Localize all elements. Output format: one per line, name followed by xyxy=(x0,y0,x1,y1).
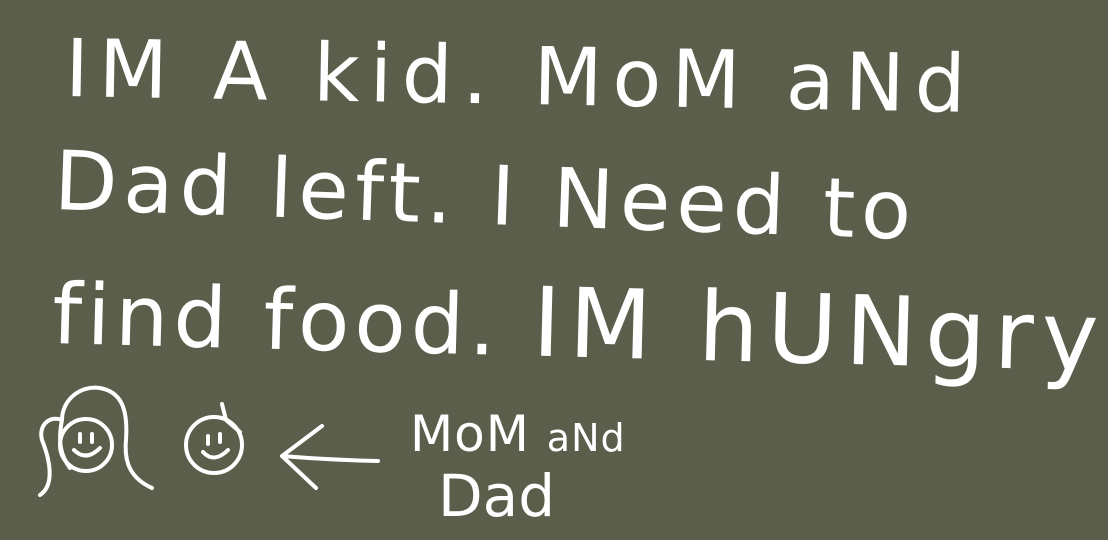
left-arrow-icon xyxy=(282,426,378,488)
hair-tuft xyxy=(222,404,240,432)
note-line-3-start: find food. xyxy=(51,264,503,375)
kid-with-long-hair-face-icon xyxy=(40,388,152,495)
dad-label: Dad xyxy=(438,462,556,530)
note-line-2: Dad left. I Need to xyxy=(52,134,919,260)
smile xyxy=(203,450,228,458)
note-line-3-end: IM hUNgry xyxy=(531,266,1108,394)
note-line-3 xyxy=(51,254,1108,394)
long-hair xyxy=(40,388,152,495)
smile xyxy=(74,448,100,456)
kid-face-icon xyxy=(186,404,242,473)
face-outline xyxy=(186,417,242,473)
note-line-1: IM A kid. MoM aNd xyxy=(64,22,977,131)
arrow-head xyxy=(282,426,322,488)
mom-label: MoM xyxy=(410,405,530,463)
face-outline xyxy=(60,419,112,471)
arrow-shaft xyxy=(282,456,378,461)
mom-and-label xyxy=(410,405,626,463)
and-label: aNd xyxy=(546,416,626,460)
